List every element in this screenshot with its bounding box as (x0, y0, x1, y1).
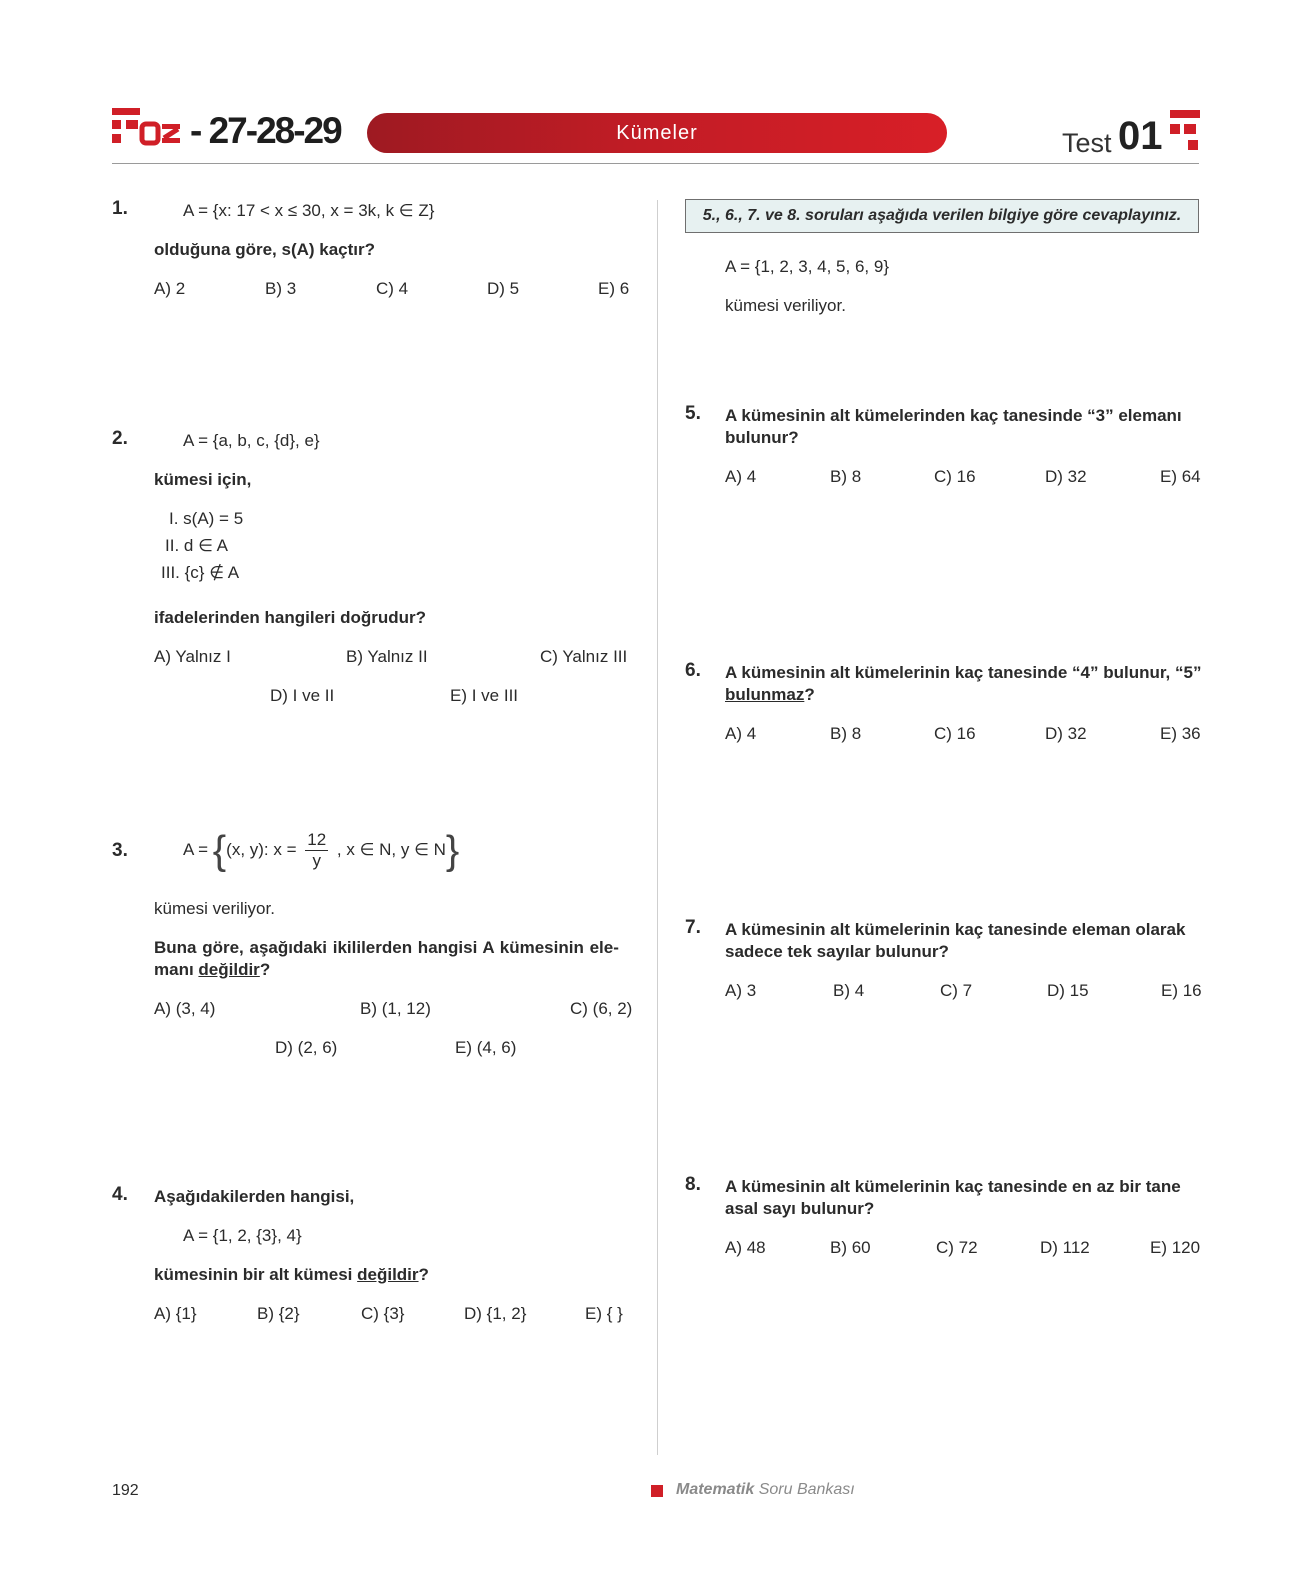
q5-option-b[interactable]: B) 8 (830, 467, 862, 486)
q7-option-b[interactable]: B) 4 (833, 981, 865, 1000)
q4-option-b[interactable]: B) {2} (257, 1304, 300, 1323)
q2-option-a[interactable]: A) Yalnız I (154, 647, 231, 666)
book-title-bold: Matematik (676, 1481, 755, 1498)
q3-underlined-word: değildir (198, 960, 260, 979)
q4-option-c[interactable]: C) {3} (361, 1304, 405, 1323)
topic-banner (367, 113, 947, 153)
q7-option-c[interactable]: C) 7 (940, 981, 973, 1000)
test-mark-icon (1170, 110, 1200, 154)
question-8-number: 8. (685, 1174, 701, 1195)
test-number: 01 (1118, 114, 1163, 158)
q6-option-d[interactable]: D) 32 (1045, 724, 1087, 743)
footer-square-icon (651, 1485, 663, 1497)
q4-option-e[interactable]: E) { } (585, 1304, 623, 1323)
q8-option-c[interactable]: C) 72 (936, 1238, 978, 1257)
question-6-text-line1: A kümesinin alt kümelerinin kaç tanesinde “4” bulunur, “5” (725, 663, 1202, 682)
right-brace-icon: } (445, 828, 460, 873)
question-2-statement-1: I. s(A) = 5 (169, 509, 244, 528)
series-title: - 27-28-29 (190, 110, 341, 151)
q2-option-b[interactable]: B) Yalnız II (346, 647, 428, 666)
q4-underlined-word: değildir (357, 1265, 419, 1284)
question-8-text-line2: asal sayı bulunur? (725, 1199, 875, 1218)
q1-option-e[interactable]: E) 6 (598, 279, 630, 298)
book-title-rest: Soru Bankası (754, 1481, 855, 1498)
info-given: kümesi veriliyor. (725, 296, 846, 315)
q8-option-a[interactable]: A) 48 (725, 1238, 766, 1257)
set-prefix: A = (183, 840, 209, 859)
q3-option-c[interactable]: C) (6, 2) (570, 999, 633, 1018)
question-2-intro: kümesi için, (154, 470, 252, 489)
test-label: Test (1062, 128, 1112, 158)
question-3-text-line2 (154, 959, 270, 981)
q6-underlined-word: bulunmaz (725, 685, 805, 704)
question-1-number: 1. (112, 198, 128, 219)
q3-line2-pre: manı (154, 960, 199, 979)
question-3-text-line1: Buna göre, aşağıdaki ikililerden hangisi A kümesinin ele- (154, 938, 619, 957)
q2-option-d[interactable]: D) I ve II (270, 686, 335, 705)
q3-option-b[interactable]: B) (1, 12) (360, 999, 431, 1018)
q1-option-a[interactable]: A) 2 (154, 279, 186, 298)
q6-option-a[interactable]: A) 4 (725, 724, 757, 743)
q5-option-c[interactable]: C) 16 (934, 467, 976, 486)
topic-title: Kümeler (616, 121, 698, 144)
q8-option-b[interactable]: B) 60 (830, 1238, 871, 1257)
question-4-number: 4. (112, 1184, 128, 1205)
set-body: (x, y): x = (226, 840, 297, 859)
q7-option-d[interactable]: D) 15 (1047, 981, 1089, 1000)
question-3-set (183, 826, 459, 875)
question-5-number: 5. (685, 403, 701, 424)
page-number: 192 (112, 1482, 139, 1499)
question-6-text-line2 (725, 684, 815, 706)
question-5-text-line1: A kümesinin alt kümelerinden kaç tanesinde “3” elemanı (725, 406, 1182, 425)
question-2-text: ifadelerinden hangileri doğrudur? (154, 608, 427, 627)
q8-option-e[interactable]: E) 120 (1150, 1238, 1201, 1257)
q6-option-b[interactable]: B) 8 (830, 724, 862, 743)
question-4-set: A = {1, 2, {3}, 4} (183, 1226, 302, 1245)
q6-option-e[interactable]: E) 36 (1160, 724, 1201, 743)
q5-option-e[interactable]: E) 64 (1160, 467, 1201, 486)
q5-option-d[interactable]: D) 32 (1045, 467, 1087, 486)
q3-line2-post: ? (259, 960, 271, 979)
q2-option-e[interactable]: E) I ve III (450, 686, 519, 705)
question-4-text (154, 1264, 429, 1286)
fraction (305, 830, 328, 871)
question-3-number: 3. (112, 840, 128, 861)
instruction-text: 5., 6., 7. ve 8. soruları aşağıda verilen bilgiye göre cevaplayınız. (702, 207, 1182, 224)
question-7-number: 7. (685, 917, 701, 938)
question-3-given: kümesi veriliyor. (154, 899, 275, 918)
q1-option-d[interactable]: D) 5 (487, 279, 520, 298)
instruction-box (685, 199, 1199, 233)
q1-option-b[interactable]: B) 3 (265, 279, 297, 298)
q5-option-a[interactable]: A) 4 (725, 467, 757, 486)
question-4-intro: Aşağıdakilerden hangisi, (154, 1187, 355, 1206)
question-5-text-line2: bulunur? (725, 428, 799, 447)
book-title (676, 1481, 855, 1499)
q3-option-a[interactable]: A) (3, 4) (154, 999, 216, 1018)
q3-option-e[interactable]: E) (4, 6) (455, 1038, 517, 1057)
q4-text-pre: kümesinin bir alt kümesi (154, 1265, 358, 1284)
question-1-set: A = {x: 17 < x ≤ 30, x = 3k, k ∈ Z} (183, 201, 435, 220)
question-6-number: 6. (685, 660, 701, 681)
q4-option-d[interactable]: D) {1, 2} (464, 1304, 527, 1323)
q1-option-c[interactable]: C) 4 (376, 279, 409, 298)
question-7-text-line1: A kümesinin alt kümelerinin kaç tanesinde eleman olarak (725, 920, 1186, 939)
fraction-numerator: 12 (307, 830, 327, 850)
q6-option-c[interactable]: C) 16 (934, 724, 976, 743)
q8-option-d[interactable]: D) 112 (1040, 1238, 1090, 1257)
set-suffix: , x ∈ N, y ∈ N (336, 840, 446, 859)
q6-line2-post: ? (804, 685, 815, 704)
faz-logo (112, 108, 182, 152)
q4-option-a[interactable]: A) {1} (154, 1304, 197, 1323)
left-brace-icon: { (212, 828, 227, 873)
q7-option-a[interactable]: A) 3 (725, 981, 757, 1000)
question-2-statement-2: II. d ∈ A (165, 536, 229, 555)
question-7-text-line2: sadece tek sayılar bulunur? (725, 942, 949, 961)
question-8-text-line1: A kümesinin alt kümelerinin kaç tanesinde en az bir tane (725, 1177, 1181, 1196)
question-2-statement-3: III. {c} ∉ A (161, 563, 240, 582)
question-1-text: olduğuna göre, s(A) kaçtır? (154, 240, 376, 259)
question-2-number: 2. (112, 428, 128, 449)
info-set: A = {1, 2, 3, 4, 5, 6, 9} (725, 257, 889, 276)
q2-option-c[interactable]: C) Yalnız III (540, 647, 628, 666)
fraction-denominator: y (312, 851, 321, 871)
question-2-set: A = {a, b, c, {d}, e} (183, 431, 320, 450)
header-divider (112, 163, 1199, 164)
column-divider (657, 200, 658, 1455)
q7-option-e[interactable]: E) 16 (1161, 981, 1202, 1000)
q3-option-d[interactable]: D) (2, 6) (275, 1038, 338, 1057)
q4-text-post: ? (418, 1265, 429, 1284)
